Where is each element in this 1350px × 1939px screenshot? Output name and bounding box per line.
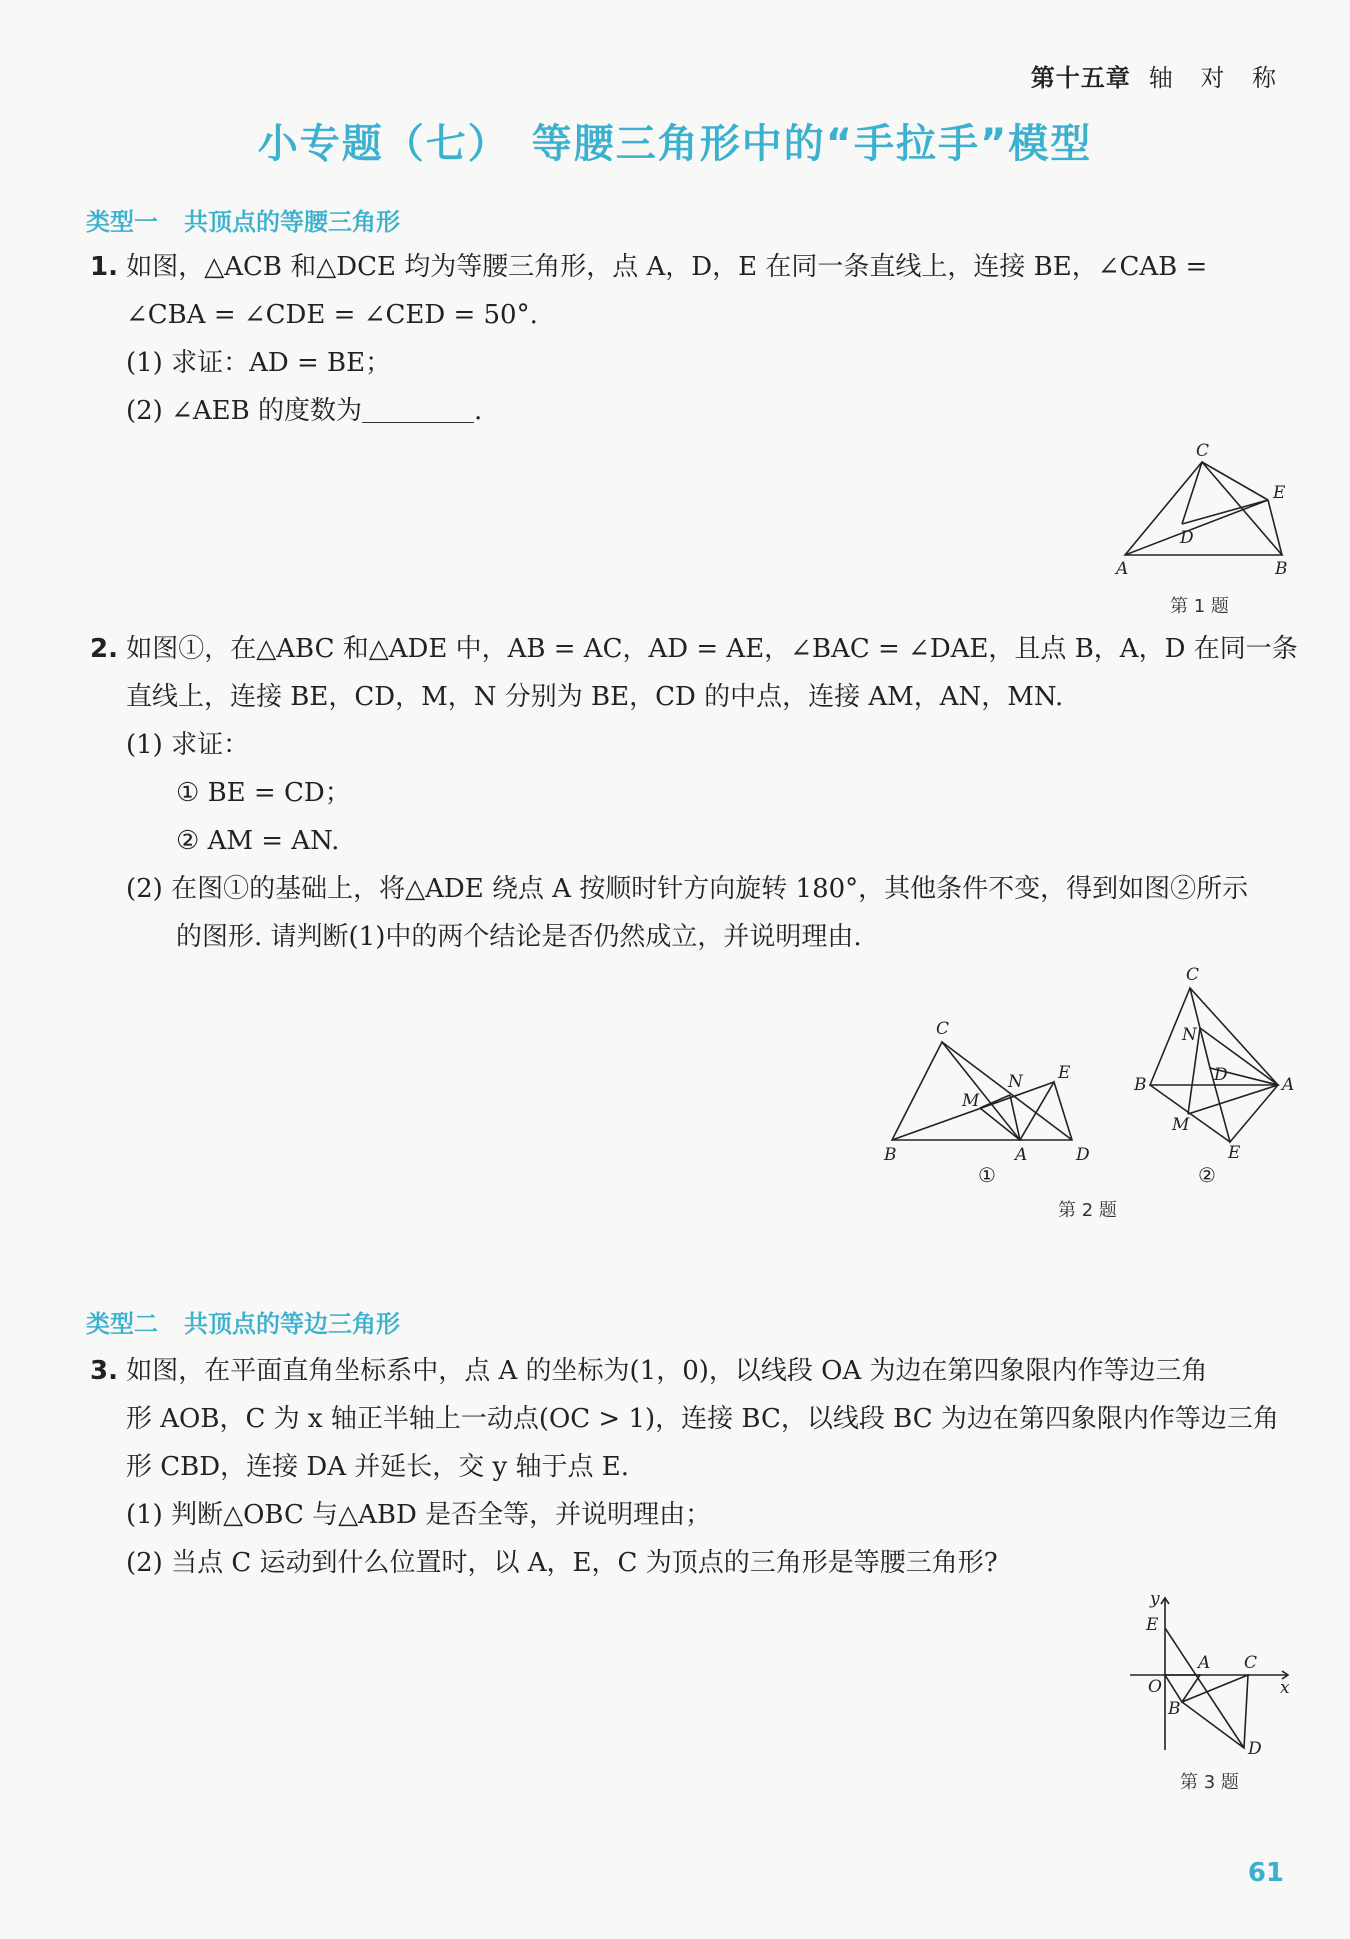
q2-line-2: 直线上，连接 BE，CD，M，N 分别为 BE，CD 的中点，连接 AM，AN，MN. <box>126 682 1064 712</box>
question-number: 1. <box>90 252 118 282</box>
label-b: B <box>1275 559 1288 579</box>
label-c: C <box>936 1019 950 1039</box>
q2-sub-1: ① BE = CD； <box>176 778 351 808</box>
q1-figure <box>1110 440 1300 585</box>
q1-part-2-end: . <box>474 396 483 426</box>
label-d: D <box>1076 1145 1090 1165</box>
section-heading-1 <box>86 202 400 237</box>
section-label: 类型二 <box>86 1310 158 1338</box>
q3-caption: 第 3 题 <box>1180 1772 1239 1793</box>
triangle-aob <box>1165 1675 1200 1702</box>
q2-figure-2 <box>1120 960 1300 1190</box>
triangle-acb <box>1125 462 1282 555</box>
section-name: 共顶点的等边三角形 <box>184 1310 400 1338</box>
section-name: 共顶点的等腰三角形 <box>184 208 400 236</box>
q1-part-1: (1) 求证：AD = BE； <box>126 348 392 378</box>
question-number: 2. <box>90 634 118 664</box>
chapter-header <box>1031 58 1286 93</box>
label-d: D <box>1180 528 1194 548</box>
q2-caption: 第 2 题 <box>1058 1200 1117 1221</box>
label-c: C <box>1186 965 1200 985</box>
q1-caption: 第 1 题 <box>1170 596 1229 617</box>
label-d: D <box>1214 1065 1228 1085</box>
chapter-number: 第十五章 <box>1030 64 1131 92</box>
label-n: N <box>1182 1025 1197 1045</box>
chapter-subject: 轴 对 称 <box>1148 64 1286 92</box>
segment-am <box>1188 1085 1278 1114</box>
label-b: B <box>884 1145 897 1165</box>
q1-part-2 <box>126 394 482 428</box>
label-b: B <box>1168 1699 1181 1719</box>
question-number: 3. <box>90 1356 118 1386</box>
q3-figure <box>1120 1590 1300 1760</box>
label-d: D <box>1248 1739 1262 1759</box>
section-label: 类型一 <box>86 208 158 236</box>
segment-ce <box>1202 462 1268 500</box>
label-m: M <box>962 1091 980 1111</box>
q3-line-1 <box>90 1354 1208 1388</box>
section-heading-2 <box>86 1304 400 1339</box>
label-a: A <box>1015 1145 1028 1165</box>
label-c: C <box>1196 441 1210 461</box>
q2-line-1 <box>90 632 1298 666</box>
label-e: E <box>1273 483 1286 503</box>
segment-de <box>1182 500 1268 524</box>
segment-mn <box>980 1095 1010 1108</box>
segment-ae <box>1125 500 1268 555</box>
label-n: N <box>1008 1072 1023 1092</box>
label-y: y <box>1150 1590 1160 1609</box>
q2-part-2-line-2: 的图形. 请判断(1)中的两个结论是否仍然成立，并说明理由. <box>176 922 862 952</box>
label-m: M <box>1172 1115 1190 1135</box>
segment-cd <box>1182 462 1202 524</box>
label-c: C <box>1244 1653 1258 1673</box>
q1-part-2-text: (2) ∠AEB 的度数为 <box>126 396 363 426</box>
label-a: A <box>1198 1653 1211 1673</box>
answer-blank[interactable] <box>362 396 474 423</box>
q2-sub-2: ② AM = AN. <box>176 826 340 856</box>
q2-part-2-line-1: (2) 在图①的基础上，将△ADE 绕点 A 按顺时针方向旋转 180°，其他条件不变，得到如图②所示 <box>126 874 1249 904</box>
label-b: B <box>1134 1075 1147 1095</box>
figure-label-1: ① <box>978 1163 996 1187</box>
q2-text-1: 如图①，在△ABC 和△ADE 中，AB = AC，AD = AE，∠BAC = ∠DAE，且点 B，A，D 在同一条 <box>126 634 1298 664</box>
q3-line-3: 形 CBD，连接 DA 并延长，交 y 轴于点 E. <box>126 1452 629 1482</box>
q3-part-2: (2) 当点 C 运动到什么位置时，以 A，E，C 为顶点的三角形是等腰三角形? <box>126 1548 998 1578</box>
label-e: E <box>1058 1063 1071 1083</box>
label-a: A <box>1282 1075 1295 1095</box>
page-title: 小专题（七） 等腰三角形中的“手拉手”模型 <box>257 121 1093 167</box>
q2-figure-1 <box>880 1010 1100 1190</box>
q2-part-1: (1) 求证： <box>126 730 250 760</box>
q1-line-2: ∠CBA = ∠CDE = ∠CED = 50°. <box>126 300 538 330</box>
q3-text-1: 如图，在平面直角坐标系中，点 A 的坐标为(1，0)，以线段 OA 为边在第四象限内作等边三角 <box>126 1356 1208 1386</box>
q3-part-1: (1) 判断△OBC 与△ABD 是否全等，并说明理由； <box>126 1500 712 1530</box>
q3-line-2: 形 AOB，C 为 x 轴正半轴上一动点(OC > 1)，连接 BC，以线段 BC 为边在第四象限内作等边三角 <box>126 1404 1279 1434</box>
label-e: E <box>1228 1143 1241 1163</box>
q1-text-1: 如图，△ACB 和△DCE 均为等腰三角形，点 A，D，E 在同一条直线上，连接 BE，∠CAB = <box>126 252 1208 282</box>
segment-ed <box>1165 1628 1244 1748</box>
q1-line-1 <box>90 250 1207 284</box>
page-number: 61 <box>1247 1858 1284 1888</box>
label-a: A <box>1116 559 1129 579</box>
label-x: x <box>1280 1678 1290 1698</box>
figure-label-2: ② <box>1198 1163 1216 1187</box>
label-o: O <box>1148 1677 1162 1697</box>
label-e: E <box>1146 1615 1159 1635</box>
